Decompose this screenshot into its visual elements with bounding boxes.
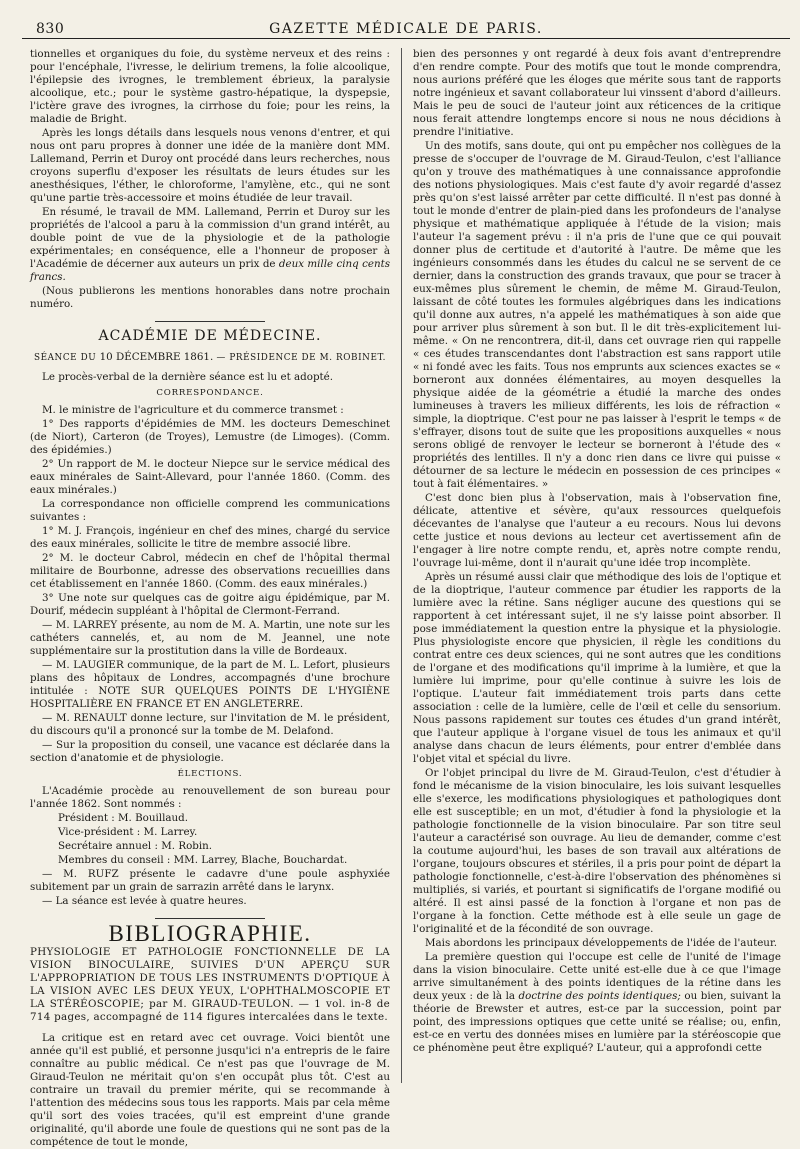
seance-date: 10 DÉCEMBRE 1861. bbox=[99, 351, 214, 363]
paragraph: — M. LAUGIER communique, de la part de M. L. Lefort, plusieurs plans des hôpitaux de Londres, accompagnés d'une brochure intitulée : NOTE SUR QUELQUES POINTS DE L'HYGIÈNE HOSPITALIÈRE EN FRANCE ET EN ANGLETERRE. bbox=[30, 659, 390, 710]
page-header bbox=[22, 16, 790, 39]
paragraph: Après un résumé aussi clair que méthodique des lois de l'optique et de la dioptrique, l'auteur commence par étudier les rapports de la lumière avec la rétine. Sans négliger aucune des questions qui se rapportent à cet intéressant sujet, il ne s'y laisse point absorber. Il pose immédiatement la question entre la physique et la physiologie. Plus physiologiste encore que physicien, il règle les conditions du contrat entre ces deux sciences, qui ne sont autres que les conditions de l'organe et des modifications qu'il imprime à la lumière, et que la lumière lui imprime, pour qu'elle continue à suivre les lois de l'optique. L'auteur fait immédiatement trois parts dans cette association : celle de la lumière, celle de l'œil et celle du sensorium. Nous passons rapidement sur toutes ces études d'un grand intérêt, que l'auteur applique à l'organe visuel de tous les animaux et qu'il analyse dans chacun de leurs éléments, pour entrer d'emblée dans l'objet vital et spécial du livre. bbox=[413, 571, 781, 765]
elected-council: Membres du conseil : MM. Larrey, Blache, Bouchardat. bbox=[58, 854, 348, 866]
section-rule bbox=[155, 321, 265, 322]
paragraph: 1° M. J. François, ingénieur en chef des mines, chargé du service des eaux minérales, sollicite le titre de membre associé libre. bbox=[30, 525, 390, 550]
seance-line bbox=[30, 351, 390, 365]
paragraph: La critique est en retard avec cet ouvrage. Voici bientôt une année qu'il est publié, et personne jusqu'ici n'a entrepris de le faire connaître au public médical. Ce n'est pas que l'ouvrage de M. Giraud-Teulon ne méritait qu'on s'en occupât plus tôt. C'est au contraire un travail du premier mérite, qui se recommande à l'attention des médecins sous tous les rapports. Mais par cela même qu'il sort des voies tracées, qu'il est empreint d'une grande originalité, qu'il aborde une foule de questions qui ne sont pas de la compétence de tout le monde, bbox=[30, 1032, 390, 1148]
journal-title: GAZETTE MÉDICALE DE PARIS. bbox=[269, 21, 543, 37]
paragraph: C'est donc bien plus à l'observation, mais à l'observation fine, délicate, attentive et sévère, qu'aux ressources quelquefois décevantes de l'analyse que l'auteur a eu recours. Nous lui devons cette justice et nous devions au lecteur cet avertissement afin de l'engager à lire notre compte rendu, et, après notre compte rendu, l'ouvrage lui-même, dont il n'aurait qu'une idée trop incomplète. bbox=[413, 492, 781, 569]
column-divider bbox=[401, 48, 402, 1083]
paragraph: La correspondance non officielle comprend les communications suivantes : bbox=[30, 498, 390, 523]
subhead-elections: ÉLECTIONS. bbox=[177, 769, 243, 779]
text-span: La première question qui l'occupe est celle de l'unité de l'image dans la vision binoculaire. Cette unité est-elle due à ce que l'image arrive simultanément à des points identiques de la rétine dans les deux yeux : de là la bbox=[413, 951, 781, 1002]
elected-president: Président : M. Bouillaud. bbox=[58, 812, 188, 824]
paragraph: — M. RUFZ présente le cadavre d'une poule asphyxiée subitement par un grain de sarrazin arrêté dans le larynx. bbox=[30, 868, 390, 893]
paragraph: Un des motifs, sans doute, qui ont pu empêcher nos collègues de la presse de s'occuper de l'ouvrage de M. Giraud-Teulon, c'est l'alliance qu'on y trouve des mathématiques à une connaissance approfondie des notions physiologiques. Mais c'est faute d'y avoir regardé d'assez près qu'on s'est laissé arrêter par cette difficulté. Il n'est pas donné à tout le monde d'entrer de plain-pied dans les profondeurs de l'analyse physique et mathématique appliquée à l'étude de la vision; mais l'auteur l'a sagement prévu : il n'a pris de l'une que ce qui pouvait donner plus de certitude et d'autorité à l'autre. De même que les ingénieurs consommés dans les études du calcul ne se servent de ce dernier, dans la construction des grands travaux, que pour se tracer à eux-mêmes plus sûrement le chemin, de même M. Giraud-Teulon, laissant de côté toutes les formules algébriques dans les indications qu'il donne aux autres, n'a appelé les mathématiques à son aide que pour arriver plus sûrement à son but. Il le dit très-explicitement lui-même. « On ne rencontrera, dit-il, dans cet ouvrage rien qui rappelle « ces études transcendantes dont l'abstraction est sans rapport utile « ni fondé avec les faits. Tous nos emprunts aux sciences exactes se « borneront aux données élémentaires, au moyen desquelles la physique aidée de la géométrie a étudié la marche des ondes lumineuses à travers les milieux différents, les lois de réfraction « simple, la dioptrique. C'est pour ne pas laisser à l'esprit le temps « de s'effrayer, disons tout de suite que les propositions auxquelles « nous serons obligé de renvoyer le lecteur se borneront à l'étude des « propriétés des lentilles. Il n'y a donc rien dans ce livre qui puisse « détourner de sa lecture le médecin en possession de ces principes « tout à fait élémentaires. » bbox=[413, 140, 781, 490]
paragraph: — M. RENAULT donne lecture, sur l'invitation de M. le président, du discours qu'il a prononcé sur la tombe de M. Delafond. bbox=[30, 712, 390, 737]
paragraph: bien des personnes y ont regardé à deux fois avant d'entreprendre d'en rendre compte. Pour des motifs que tout le monde comprendra, nous aurions préféré que les éloges que mérite sous tant de rapports notre ingénieux et savant collaborateur lui vinssent d'abord d'ailleurs. Mais le peu de souci de l'auteur joint aux réticences de la critique nous ferait attendre longtemps encore si nous ne nous décidions à prendre l'initiative. bbox=[413, 48, 781, 138]
elected-vice-president: Vice-président : M. Larrey. bbox=[58, 826, 198, 838]
section-title-academie: ACADÉMIE DE MÉDECINE. bbox=[98, 328, 322, 344]
paragraph: 1° Des rapports d'épidémies de MM. les docteurs Demeschinet (de Niort), Carteron (de Troyes), Lemustre (de Limoges). (Comm. des épidémies.) bbox=[30, 418, 390, 456]
paragraph: Mais abordons les principaux développements de l'idée de l'auteur. bbox=[425, 937, 778, 949]
left-column bbox=[30, 48, 390, 1148]
paragraph: (Nous publierons les mentions honorables dans notre prochain numéro. bbox=[30, 285, 390, 310]
seance-presidence: — PRÉSIDENCE DE M. ROBINET. bbox=[216, 353, 387, 363]
paragraph: 3° Une note sur quelques cas de goitre aigu épidémique, par M. Dourif, médecin suppléant à l'hôpital de Clermont-Ferrand. bbox=[30, 592, 390, 617]
paragraph: tionnelles et organiques du foie, du système nerveux et des reins : pour l'encéphale, l'ivresse, le delirium tremens, la folie alcoolique, l'épilepsie des ivrognes, le tremblement ébrieux, la paralysie alcoolique, etc.; pour le système gastro-hépatique, la dyspepsie, l'ictère grave des ivrognes, la cirrhose du foie; pour les reins, la maladie de Bright. bbox=[30, 48, 390, 125]
page-number: 830 bbox=[36, 21, 65, 37]
subhead-correspondance: CORRESPONDANCE. bbox=[156, 388, 264, 398]
paragraph: 2° M. le docteur Cabrol, médecin en chef de l'hôpital thermal militaire de Bourbonne, adresse des observations recueillies dans cet établissement en l'année 1860. (Comm. des eaux minérales.) bbox=[30, 552, 390, 590]
paragraph: M. le ministre de l'agriculture et du commerce transmet : bbox=[42, 404, 344, 416]
paragraph: L'Académie procède au renouvellement de son bureau pour l'année 1862. Sont nommés : bbox=[30, 785, 390, 810]
paragraph: 2° Un rapport de M. le docteur Niepce sur le service médical des eaux minérales de Saint-Allevard, pour l'année 1860. (Comm. des eaux minérales.) bbox=[30, 458, 390, 496]
elected-secretary: Secrétaire annuel : M. Robin. bbox=[58, 840, 213, 852]
italic-text: doctrine des points identiques; bbox=[518, 990, 681, 1002]
paragraph bbox=[413, 951, 781, 1055]
paragraph bbox=[30, 206, 390, 284]
book-reference: PHYSIOLOGIE ET PATHOLOGIE FONCTIONNELLE DE LA VISION BINOCULAIRE, SUIVIES D'UN APERÇU SUR L'APPROPRIATION DE TOUS LES INSTRUMENTS D'OPTIQUE À LA VISION AVEC LES DEUX YEUX, L'OPHTHALMOSCOPIE ET LA STÉRÉOSCOPIE; par M. GIRAUD-TEULON. — 1 vol. in-8 de 714 pages, accompagné de 114 figures intercalées dans le texte. bbox=[30, 946, 390, 1023]
text-span: ou bien, suivant la théorie de Brewster et autres, est-ce par la succession, point par point, des impressions optiques que cette unité se réalise; ou, enfin, est-ce en vertu des données mises en lumière par la stéréoscopie que ce phénomène peut être expliqué? L'auteur, qui a approfondi cette bbox=[413, 990, 782, 1054]
paragraph: Or l'objet principal du livre de M. Giraud-Teulon, c'est d'étudier à fond le mécanisme de la vision binoculaire, les lois suivant lesquelles elle s'exerce, les modifications physiologiques et pathologiques dont elle est susceptible; en un mot, d'étudier à fond la physiologie et la pathologie fonctionnelle de la vision binoculaire. Par son titre seul l'auteur a caractérisé son ouvrage. Au lieu de demander, comme c'est la coutume aujourd'hui, les bases de son travail aux altérations de l'organe, toujours obscures et stériles, il a pris pour point de départ la pathologie fonctionnelle, c'est-à-dire l'observation des phénomènes si multipliés, si variés, et pourtant si significatifs de l'organe modifié ou altéré. Il est ainsi passé de la fonction à l'organe et non pas de l'organe à la fonction. Cette méthode est à elle seule un gage de l'originalité et de la fécondité de son ouvrage. bbox=[413, 767, 781, 935]
elected-members bbox=[30, 812, 390, 867]
paragraph: — M. LARREY présente, au nom de M. A. Martin, une note sur les cathéters cannelés, et, au nom de M. Jeannel, une note supplémentaire sur la prostitution dans la ville de Bordeaux. bbox=[30, 619, 390, 657]
right-column bbox=[413, 48, 781, 1083]
paragraph: — Sur la proposition du conseil, une vacance est déclarée dans la section d'anatomie et de physiologie. bbox=[30, 739, 390, 764]
italic-text: deux mille cinq cents francs. bbox=[30, 258, 390, 283]
section-rule bbox=[155, 918, 265, 919]
seance-label: SÉANCE DU bbox=[33, 353, 97, 363]
section-title-bibliographie: BIBLIOGRAPHIE. bbox=[108, 921, 312, 946]
text-span: En résumé, le travail de MM. Lallemand, Perrin et Duroy sur les propriétés de l'alcool a paru à la commission d'un grand intérêt, au double point de vue de la physiologie et de la pathologie expérimentales; en conséquence, elle a l'honneur de proposer à l'Académie de décerner aux auteurs un prix de bbox=[30, 206, 390, 270]
paragraph: — La séance est levée à quatre heures. bbox=[42, 895, 247, 907]
paragraph: Le procès-verbal de la dernière séance est lu et adopté. bbox=[42, 371, 334, 383]
paragraph: Après les longs détails dans lesquels nous venons d'entrer, et qui nous ont paru propres à donner une idée de la manière dont MM. Lallemand, Perrin et Duroy ont procédé dans leurs recherches, nous croyons superflu d'exposer les résultats de leurs études sur les anesthésiques, l'éther, le chloroforme, l'amylène, etc., qui ne sont qu'une partie très-accessoire et moins étudiée de leur travail. bbox=[30, 127, 390, 204]
